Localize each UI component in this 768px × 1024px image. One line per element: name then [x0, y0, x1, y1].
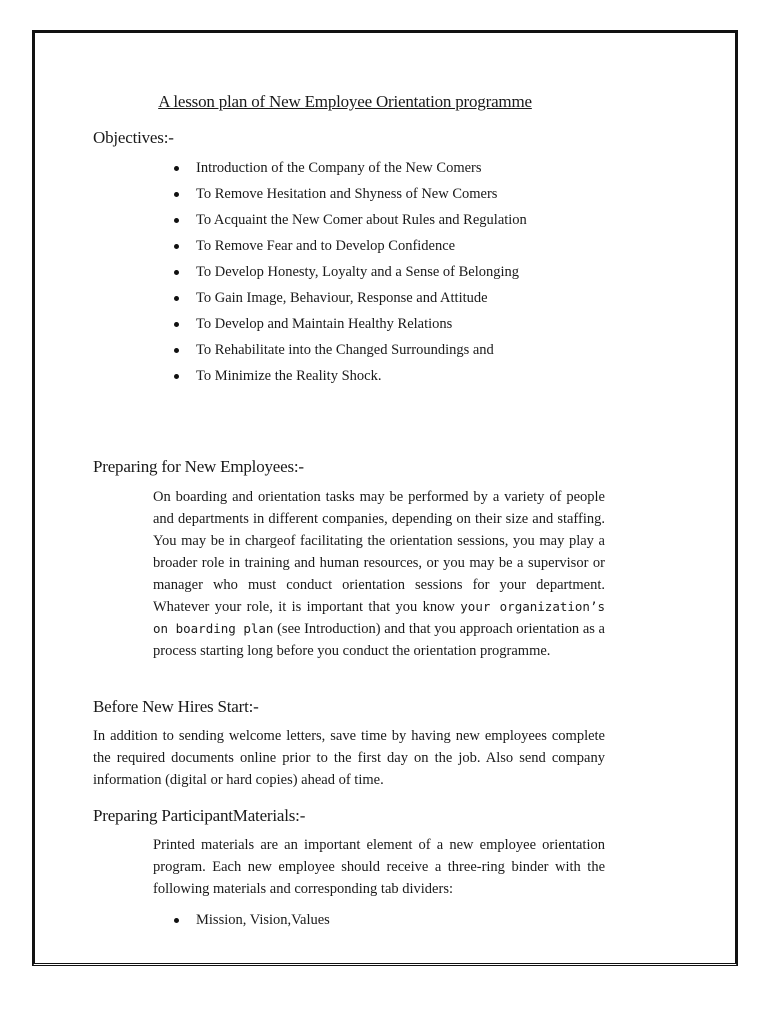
list-item: To Develop and Maintain Healthy Relations — [172, 311, 527, 337]
list-item: Mission, Vision,Values — [172, 907, 330, 933]
bullet-icon — [174, 918, 179, 923]
list-item: To Remove Hesitation and Shyness of New Comers — [172, 181, 527, 207]
bullet-icon — [174, 348, 179, 353]
bullet-icon — [174, 374, 179, 379]
materials-paragraph: Printed materials are an important element of a new employee orientation program. Each new employee should receive a three-ring binder with the following materials and corresponding tab dividers: — [153, 837, 605, 897]
onboarding-plan-phrase: your organization’s on boarding plan — [153, 599, 605, 636]
preparing-heading: Preparing for New Employees:- — [93, 457, 304, 476]
list-item: To Remove Fear and to Develop Confidence — [172, 233, 527, 259]
bullet-icon — [174, 296, 179, 301]
preparing-paragraph: On boarding and orientation tasks may be performed by a variety of people and departments in different companies, depending on their size and staffing. You may be in chargeof facilitating the orientation sessions, you may play a broader role in training and human resources, or you may be a supervisor or manager who must conduct orientation sessions for your department. Whatever your role, it is important that you know your organization’s on boarding plan (see Introduction) and that you approach orientation as a process starting long before you conduct the orientation programme. — [153, 489, 605, 659]
materials-list — [172, 907, 330, 933]
bullet-icon — [174, 166, 179, 171]
bullet-icon — [174, 218, 179, 223]
list-item: To Rehabilitate into the Changed Surroundings and — [172, 337, 527, 363]
objectives-heading: Objectives:- — [93, 128, 174, 147]
bullet-icon — [174, 270, 179, 275]
list-item: To Gain Image, Behaviour, Response and Attitude — [172, 285, 527, 311]
before-start-paragraph: In addition to sending welcome letters, save time by having new employees complete the required documents online prior to the first day on the job. Also send company information (digital or hard copies) ahead of time. — [93, 728, 605, 788]
list-item: Introduction of the Company of the New Comers — [172, 155, 527, 181]
document-title: A lesson plan of New Employee Orientation programme — [158, 92, 532, 111]
before-start-heading: Before New Hires Start:- — [93, 697, 259, 716]
objectives-list — [172, 155, 527, 389]
list-item: To Minimize the Reality Shock. — [172, 363, 527, 389]
bullet-icon — [174, 322, 179, 327]
bullet-icon — [174, 192, 179, 197]
list-item: To Develop Honesty, Loyalty and a Sense of Belonging — [172, 259, 527, 285]
bullet-icon — [174, 244, 179, 249]
materials-heading: Preparing ParticipantMaterials:- — [93, 806, 306, 825]
list-item: To Acquaint the New Comer about Rules and Regulation — [172, 207, 527, 233]
